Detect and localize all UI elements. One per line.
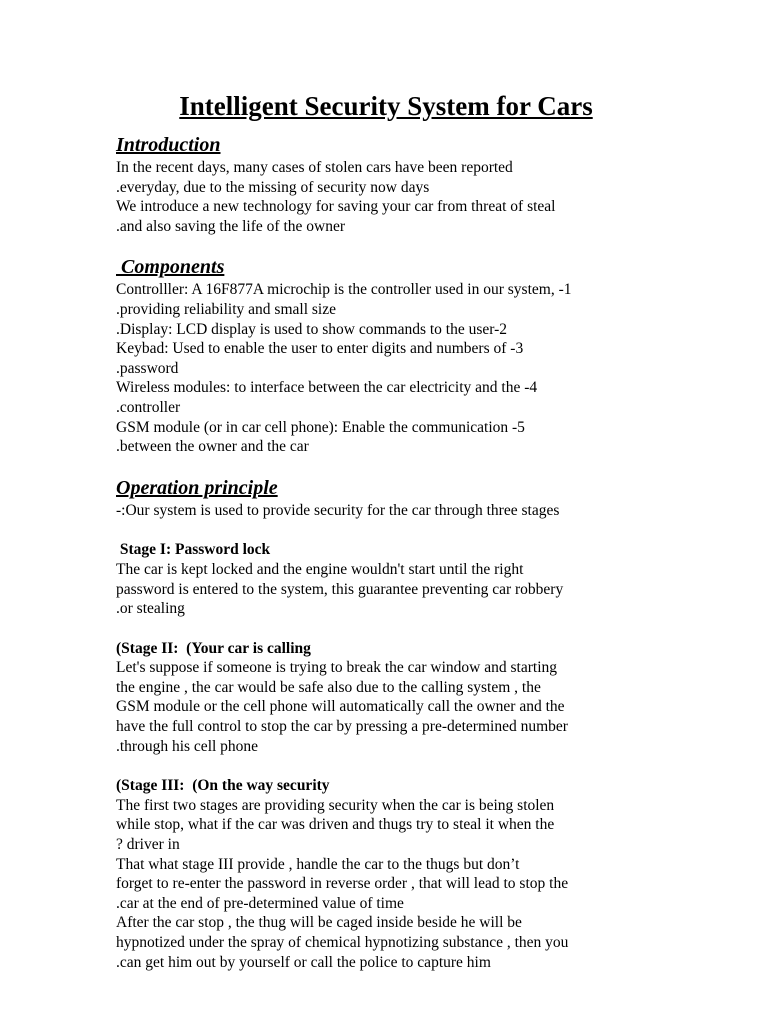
stage-line: have the full control to stop the car by pressing a pre-determined number: [116, 718, 568, 736]
stage-line: That what stage III provide , handle the car to the thugs but don’t: [116, 855, 520, 873]
stage-one-title: Stage I: Password lock: [116, 541, 271, 559]
document-page: [116, 88, 656, 972]
operation-section: [116, 475, 656, 972]
stage-line: .or stealing: [116, 600, 185, 618]
stage-one: [116, 540, 656, 618]
stage-line: After the car stop , the thug will be caged inside beside he will be: [116, 914, 522, 932]
stage-two-title: (Stage II: (Your car is calling: [116, 639, 311, 657]
paragraph-line: .everyday, due to the missing of security now days: [116, 178, 430, 196]
component-line: .between the owner and the car: [116, 438, 309, 456]
stage-line: ? driver in: [116, 836, 180, 854]
operation-intro: -:Our system is used to provide security for the car through three stages: [116, 501, 560, 519]
stage-three: [116, 776, 656, 972]
component-line: .password: [116, 359, 179, 377]
document-title: Intelligent Security System for Cars: [179, 91, 593, 121]
component-line: Keybad: Used to enable the user to enter digits and numbers of -3: [116, 340, 524, 358]
stage-line: The car is kept locked and the engine wouldn't start until the right: [116, 560, 524, 578]
introduction-heading: Introduction: [116, 134, 221, 156]
paragraph-line: In the recent days, many cases of stolen cars have been reported: [116, 159, 513, 176]
components-heading: Components: [116, 256, 225, 279]
component-line: .Display: LCD display is used to show commands to the user-2: [116, 320, 508, 338]
stage-line: the engine , the car would be safe also due to the calling system , the: [116, 678, 541, 696]
components-section: [116, 254, 656, 456]
component-line: .controller: [116, 398, 181, 416]
stage-three-title: (Stage III: (On the way security: [116, 777, 330, 795]
introduction-section: [116, 132, 656, 236]
paragraph-line: .and also saving the life of the owner: [116, 217, 345, 235]
stage-line: .can get him out by yourself or call the police to capture him: [116, 953, 491, 971]
stage-line: The first two stages are providing security when the car is being stolen: [116, 796, 555, 814]
stage-line: password is entered to the system, this guarantee preventing car robbery: [116, 580, 564, 598]
stage-line: while stop, what if the car was driven and thugs try to steal it when the: [116, 816, 555, 834]
component-line: Wireless modules: to interface between the car electricity and the -4: [116, 379, 538, 397]
stage-line: hypnotized under the spray of chemical hypnotizing substance , then you: [116, 934, 569, 951]
stage-line: .car at the end of pre-determined value of time: [116, 894, 404, 912]
component-line: GSM module (or in car cell phone): Enable the communication -5: [116, 418, 525, 436]
component-line: Controlller: A 16F877A microchip is the controller used in our system, -1: [116, 281, 572, 299]
stage-line: .through his cell phone: [116, 737, 259, 755]
stage-two: [116, 639, 656, 757]
component-line: .providing reliability and small size: [116, 300, 336, 318]
stage-line: forget to re-enter the password in reverse order , that will lead to stop the: [116, 875, 569, 893]
operation-heading: Operation principle: [116, 476, 278, 499]
stage-line: GSM module or the cell phone will automatically call the owner and the: [116, 698, 565, 716]
paragraph-line: We introduce a new technology for saving your car from threat of steal: [116, 198, 556, 216]
stage-line: Let's suppose if someone is trying to break the car window and starting: [116, 659, 558, 677]
